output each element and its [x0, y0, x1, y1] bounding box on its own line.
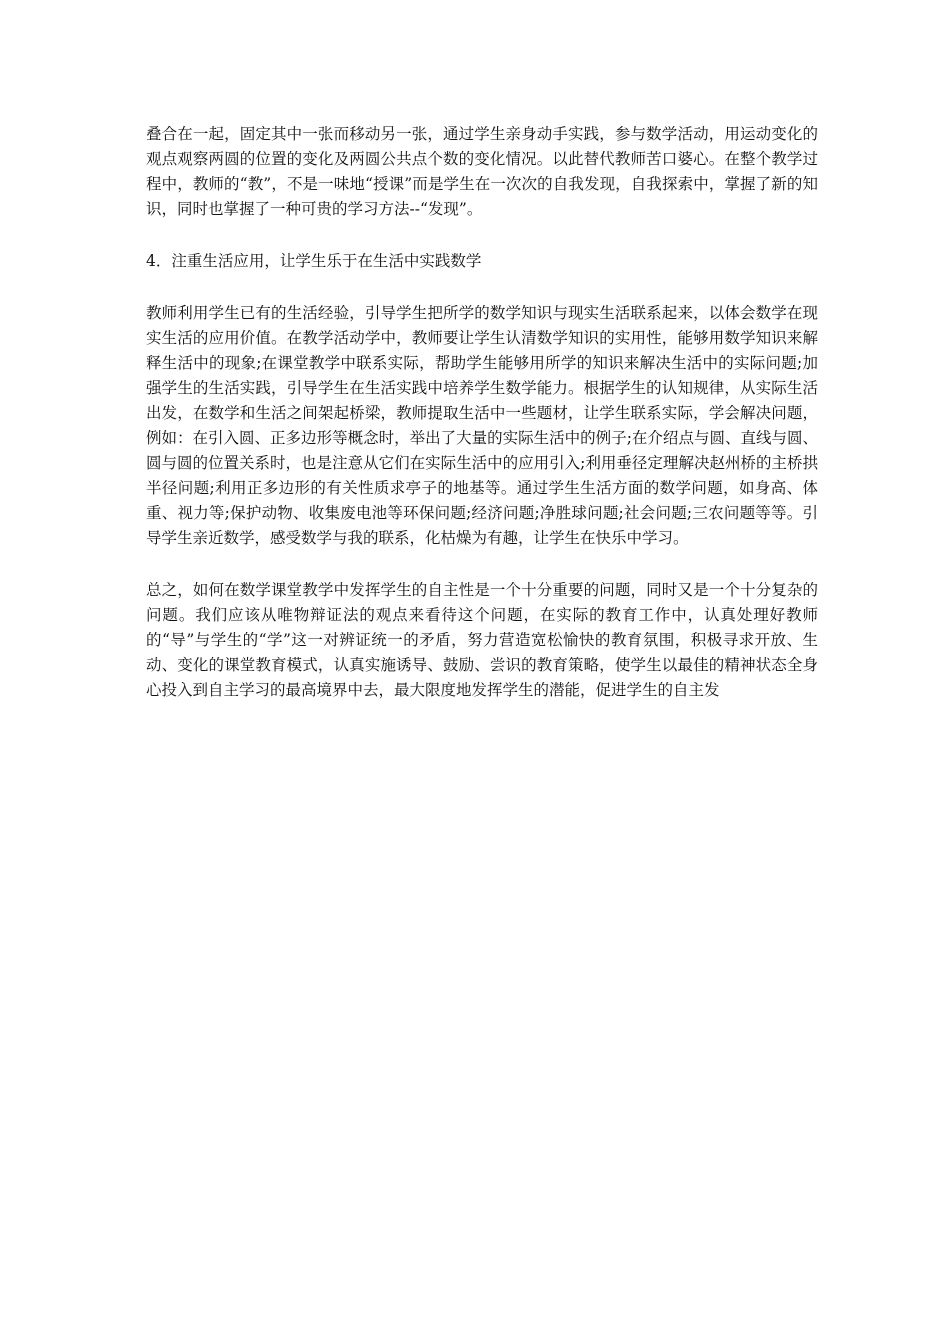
- paragraph-life-application: 教师利用学生已有的生活经验，引导学生把所学的数学知识与现实生活联系起来，以体会数学在现实生活的应用价值。在教学活动学中，教师要让学生认清数学知识的实用性，能够用数学知识来解释生活中的现象;在课堂教学中联系实际，帮助学生能够用所学的知识来解决生活中的实际问题;加强学生的生活实践，引导学生在生活实践中培养学生数学能力。根据学生的认知规律，从实际生活出发，在数学和生活之间架起桥梁，教师提取生活中一些题材，让学生联系实际，学会解决问题，例如：在引入圆、正多边形等概念时，举出了大量的实际生活中的例子;在介绍点与圆、直线与圆、圆与圆的位置关系时，也是注意从它们在实际生活中的应用引入;利用垂径定理解决赵州桥的主桥拱半径问题;利用正多边形的有关性质求亭子的地基等。通过学生生活方面的数学问题，如身高、体重、视力等;保护动物、收集废电池等环保问题;经济问题;净胜球问题;社会问题;三农问题等等。引导学生亲近数学，感受数学与我的联系，化枯燥为有趣，让学生在快乐中学习。: [146, 304, 818, 547]
- document-body: [146, 122, 818, 730]
- paragraph-circle-activity: 叠合在一起，固定其中一张而移动另一张，通过学生亲身动手实践，参与数学活动，用运动变化的观点观察两圆的位置的变化及两圆公共点个数的变化情况。以此替代教师苦口婆心。在整个教学过程中，教师的“教”，不是一味地“授课”而是学生在一次次的自我发现，自我探索中，掌握了新的知识，同时也掌握了一种可贵的学习方法--“发现”。: [146, 125, 818, 218]
- paragraph-conclusion: 总之，如何在数学课堂教学中发挥学生的自主性是一个十分重要的问题，同时又是一个十分复杂的问题。我们应该从唯物辩证法的观点来看待这个问题，在实际的教育工作中，认真处理好教师的“导”与学生的“学”这一对辨证统一的矛盾，努力营造宽松愉快的教育氛围，积极寻求开放、生动、变化的课堂教育模式，认真实施诱导、鼓励、尝识的教育策略，使学生以最佳的精神状态全身心投入到自主学习的最高境界中去，最大限度地发挥学生的潜能，促进学生的自主发: [146, 581, 818, 699]
- section-heading-life-application: 4．注重生活应用，让学生乐于在生活中实践数学: [146, 252, 482, 270]
